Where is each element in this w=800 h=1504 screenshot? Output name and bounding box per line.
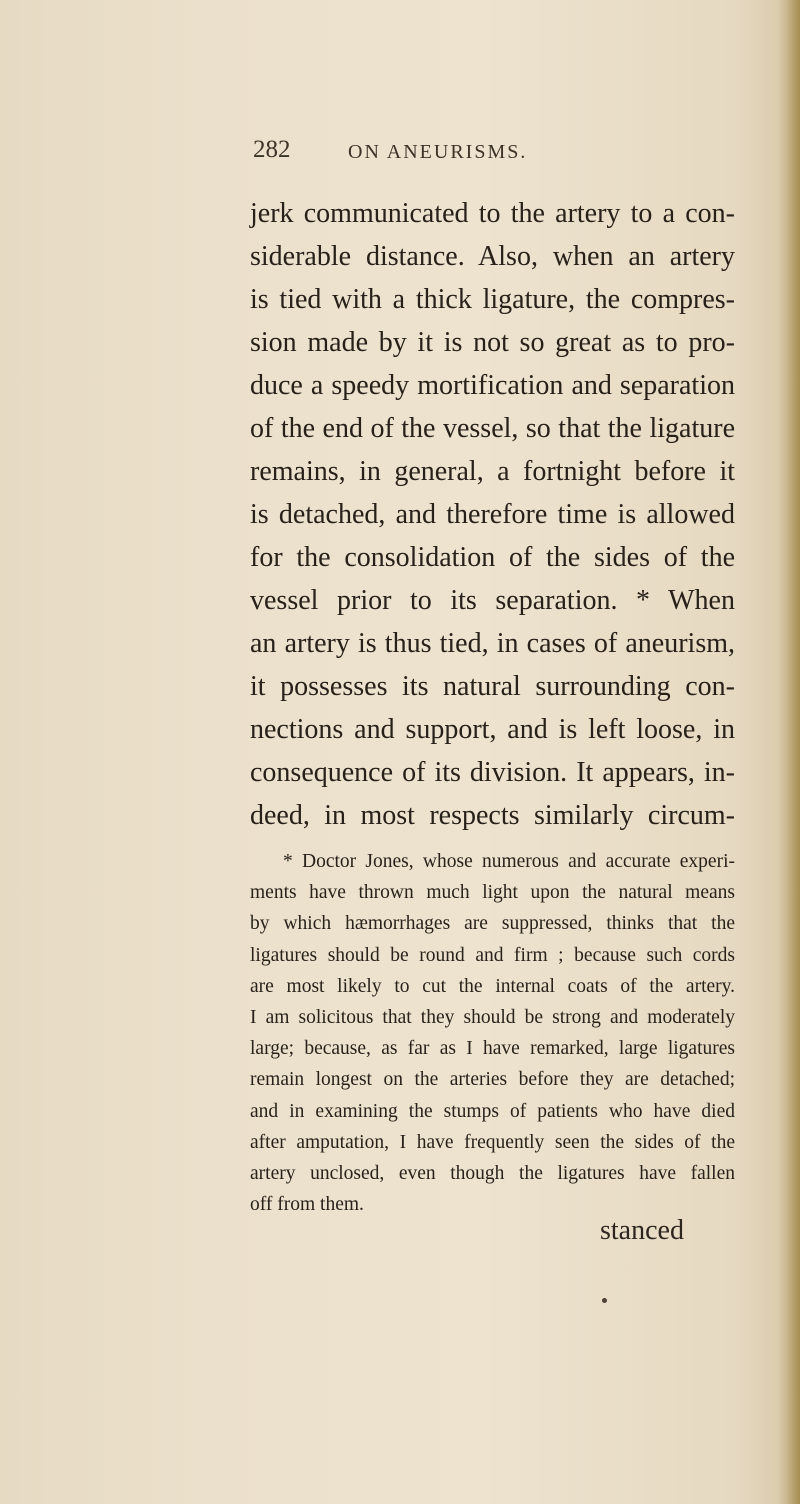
page-edge-shadow (778, 0, 800, 1504)
text-line: is tied with a thick ligature, the compres- (250, 284, 735, 315)
footnote (250, 846, 735, 1220)
page-header (253, 135, 733, 171)
footnote-line: large; because, as far as I have remarked, large ligatures (250, 1038, 735, 1060)
text-line: deed, in most respects similarly circum- (250, 800, 735, 831)
footnote-line: off from them. (250, 1194, 364, 1216)
text-line: for the consolidation of the sides of the (250, 542, 735, 573)
text-line: is detached, and therefore time is allowed (250, 499, 735, 530)
text-line: an artery is thus tied, in cases of aneurism, (250, 628, 735, 659)
text-line: remains, in general, a fortnight before it (250, 456, 735, 487)
text-line: jerk communicated to the artery to a con- (250, 198, 735, 229)
body-paragraph (250, 192, 735, 837)
text-line: consequence of its division. It appears, in- (250, 757, 735, 788)
footnote-line: ments have thrown much light upon the natural means (250, 882, 735, 904)
footnote-line: are most likely to cut the internal coats of the artery. (250, 975, 735, 997)
text-line: sion made by it is not so great as to pro- (250, 327, 735, 358)
footnote-line: ligatures should be round and firm ; because such cords (250, 944, 735, 966)
footnote-line: remain longest on the arteries before they are detached; (250, 1069, 735, 1091)
text-line: siderable distance. Also, when an artery (250, 241, 735, 272)
running-title: ON ANEURISMS. (348, 141, 528, 163)
text-line: of the end of the vessel, so that the ligature (250, 413, 735, 444)
footnote-line: and in examining the stumps of patients who have died (250, 1100, 735, 1122)
footnote-line: I am solicitous that they should be strong and moderately (250, 1007, 735, 1029)
ink-speck (602, 1298, 607, 1303)
page-number: 282 (253, 136, 291, 163)
footnote-line: artery unclosed, even though the ligatures have fallen (250, 1163, 735, 1185)
text-line: nections and support, and is left loose, in (250, 714, 735, 745)
catchword: stanced (600, 1215, 684, 1246)
footnote-line: after amputation, I have frequently seen the sides of the (250, 1131, 735, 1153)
footnote-line: * Doctor Jones, whose numerous and accurate experi- (283, 851, 735, 872)
text-line: duce a speedy mortification and separation (250, 370, 735, 401)
footnote-line: by which hæmorrhages are suppressed, thinks that the (250, 913, 735, 935)
text-line: vessel prior to its separation. * When (250, 585, 735, 616)
text-line: it possesses its natural surrounding con- (250, 671, 735, 702)
